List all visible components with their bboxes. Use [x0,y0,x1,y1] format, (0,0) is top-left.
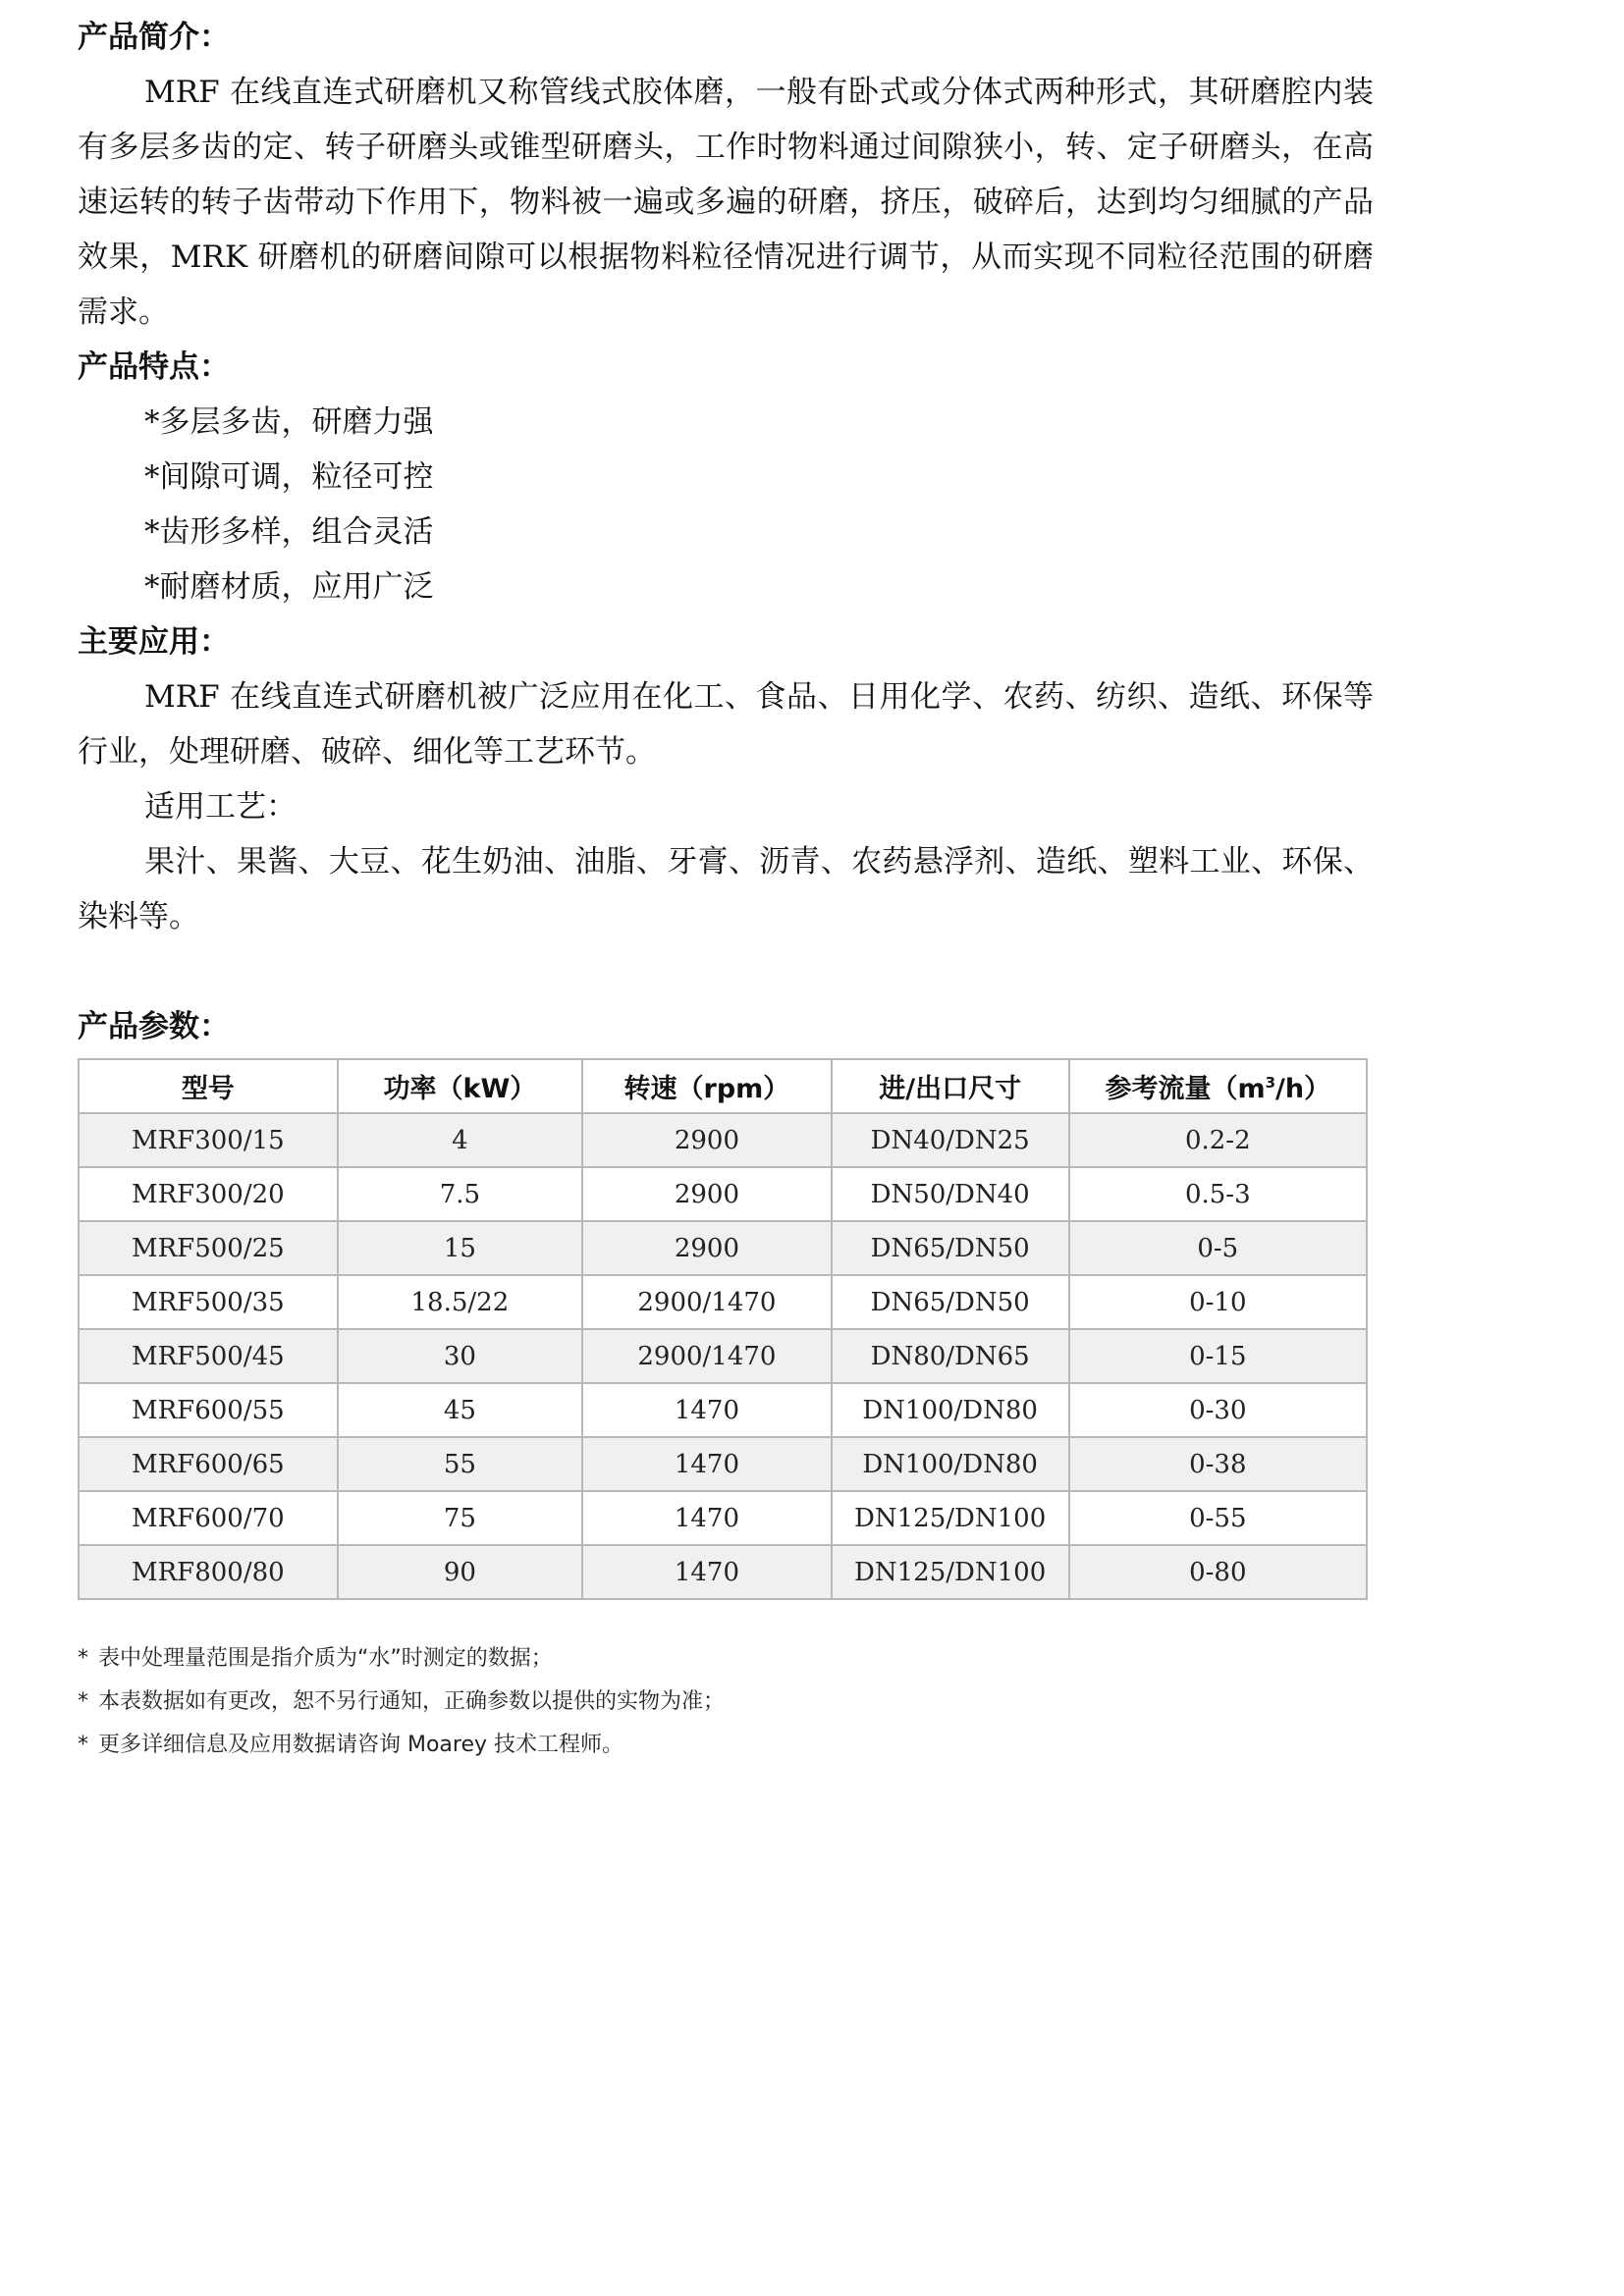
cell-port-size: DN65/DN50 [832,1275,1069,1329]
footnote-text: 本表数据如有更改，恕不另行通知，正确参数以提供的实物为准； [98,1689,726,1714]
header-flow-text: 参考流量（m [1105,1074,1266,1104]
cell-flow: 0.5-3 [1069,1167,1367,1221]
feature-item: *间隙可调，粒径可控 [144,459,434,495]
cell-flow: 0-5 [1069,1221,1367,1275]
table-row [79,1329,1367,1383]
intro-heading: 产品简介： [78,20,230,55]
header-flow [1069,1059,1367,1113]
cell-model: MRF300/15 [79,1113,338,1167]
footnote-mark: * [78,1646,88,1671]
footnote-mark: * [78,1689,88,1714]
cell-port-size: DN40/DN25 [832,1113,1069,1167]
cell-power: 90 [338,1545,583,1599]
table-row [79,1437,1367,1491]
cell-model: MRF600/55 [79,1383,338,1437]
section-spacer [78,944,1374,999]
cell-power: 15 [338,1221,583,1275]
table-row [79,1275,1367,1329]
table-row [79,1167,1367,1221]
header-flow-superscript: 3 [1265,1074,1276,1092]
feature-item: *耐磨材质，应用广泛 [144,569,434,605]
process-paragraph: 果汁、果酱、大豆、花生奶油、油脂、牙膏、沥青、农药悬浮剂、造纸、塑料工业、环保、染料等。 [78,844,1374,934]
cell-power: 4 [338,1113,583,1167]
cell-model: MRF600/65 [79,1437,338,1491]
cell-power: 30 [338,1329,583,1383]
cell-speed: 1470 [582,1437,832,1491]
footnote [78,1681,1374,1724]
footnotes [78,1637,1374,1767]
header-power: 功率（kW） [338,1059,583,1113]
cell-port-size: DN100/DN80 [832,1383,1069,1437]
cell-flow: 0-38 [1069,1437,1367,1491]
cell-model: MRF600/70 [79,1491,338,1545]
footnote [78,1724,1374,1767]
params-table-body [79,1113,1367,1599]
cell-power: 7.5 [338,1167,583,1221]
cell-port-size: DN125/DN100 [832,1491,1069,1545]
cell-model: MRF300/20 [79,1167,338,1221]
cell-flow: 0-80 [1069,1545,1367,1599]
header-flow-unit: /h） [1275,1074,1331,1104]
cell-port-size: DN80/DN65 [832,1329,1069,1383]
cell-speed: 1470 [582,1545,832,1599]
cell-power: 55 [338,1437,583,1491]
header-speed: 转速（rpm） [582,1059,832,1113]
table-row [79,1113,1367,1167]
table-header-row [79,1059,1367,1113]
feature-item: *齿形多样，组合灵活 [144,514,434,550]
table-row [79,1383,1367,1437]
features-heading: 产品特点： [78,349,230,385]
cell-model: MRF800/80 [79,1545,338,1599]
table-row [79,1491,1367,1545]
cell-speed: 1470 [582,1383,832,1437]
cell-port-size: DN50/DN40 [832,1167,1069,1221]
cell-speed: 2900/1470 [582,1329,832,1383]
cell-flow: 0-55 [1069,1491,1367,1545]
applications-paragraph: MRF 在线直连式研磨机被广泛应用在化工、食品、日用化学、农药、纺织、造纸、环保等行业，处理研磨、破碎、细化等工艺环节。 [78,679,1374,770]
cell-speed: 2900/1470 [582,1275,832,1329]
cell-speed: 2900 [582,1167,832,1221]
cell-flow: 0-30 [1069,1383,1367,1437]
intro-paragraph: MRF 在线直连式研磨机又称管线式胶体磨，一般有卧式或分体式两种形式，其研磨腔内装有多层多齿的定、转子研磨头或锥型研磨头，工作时物料通过间隙狭小，转、定子研磨头，在高速运转的转子齿带动下作用下，物料被一遍或多遍的研磨，挤压，破碎后，达到均匀细腻的产品效果，MRK 研磨机的研磨间隙可以根据物料粒径情况进行调节，从而实现不同粒径范围的研磨需求。 [78,75,1374,330]
applications-heading: 主要应用： [78,624,230,660]
params-heading: 产品参数： [78,1009,230,1044]
document-page [78,10,1374,1767]
table-row [79,1545,1367,1599]
footnote [78,1637,1374,1681]
cell-port-size: DN65/DN50 [832,1221,1069,1275]
process-subheading: 适用工艺： [144,789,297,825]
cell-power: 18.5/22 [338,1275,583,1329]
cell-model: MRF500/25 [79,1221,338,1275]
footnote-text: 表中处理量范围是指介质为“水”时测定的数据； [98,1646,553,1671]
cell-port-size: DN100/DN80 [832,1437,1069,1491]
footnote-mark: * [78,1733,88,1757]
cell-model: MRF500/35 [79,1275,338,1329]
footnote-text: 更多详细信息及应用数据请咨询 Moarey 技术工程师。 [98,1733,624,1757]
params-table [78,1058,1368,1600]
feature-item: *多层多齿，研磨力强 [144,404,434,440]
cell-flow: 0.2-2 [1069,1113,1367,1167]
cell-flow: 0-10 [1069,1275,1367,1329]
cell-speed: 1470 [582,1491,832,1545]
header-model: 型号 [79,1059,338,1113]
table-row [79,1221,1367,1275]
header-port-size: 进/出口尺寸 [832,1059,1069,1113]
cell-power: 75 [338,1491,583,1545]
cell-port-size: DN125/DN100 [832,1545,1069,1599]
cell-model: MRF500/45 [79,1329,338,1383]
features-list [78,395,1374,614]
cell-power: 45 [338,1383,583,1437]
cell-speed: 2900 [582,1221,832,1275]
cell-flow: 0-15 [1069,1329,1367,1383]
cell-speed: 2900 [582,1113,832,1167]
